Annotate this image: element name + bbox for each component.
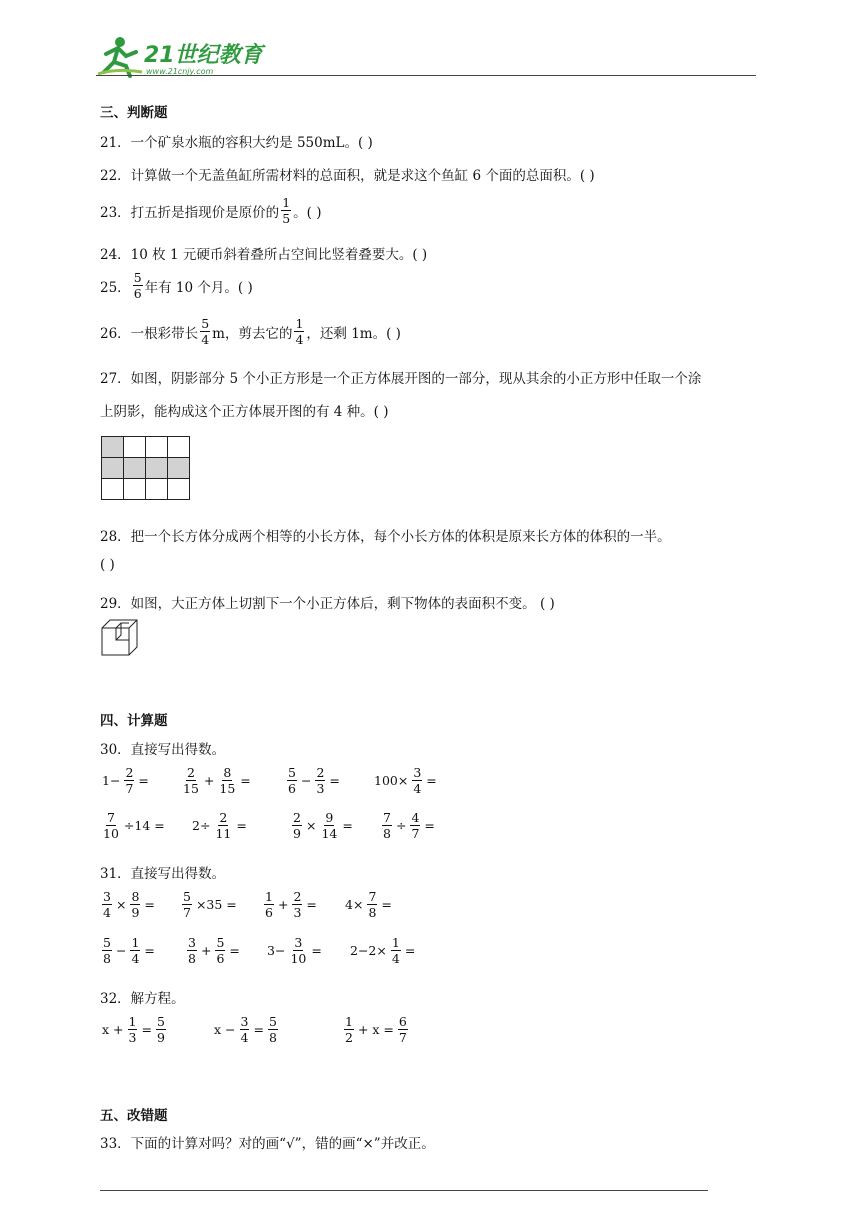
fraction (102, 890, 112, 919)
numerator: 5 (268, 1014, 277, 1029)
question-32: 32．解方程。 (100, 991, 185, 1007)
question-26 (100, 317, 401, 346)
denominator: 8 (268, 1030, 277, 1046)
expression-operator: = (138, 773, 149, 789)
fraction (382, 811, 392, 840)
denominator: 4 (413, 781, 422, 797)
fraction-one-fourth (294, 317, 304, 346)
denominator: 15 (183, 781, 199, 797)
expression-operator: × (115, 897, 127, 913)
numerator: 3 (103, 889, 111, 904)
question-29: 29．如图，大正方体上切割下一个小正方体后，剩下物体的表面积不变。 ( ) (100, 596, 555, 612)
denominator: 9 (156, 1030, 165, 1046)
fraction (289, 936, 307, 965)
expression-operator: = (342, 818, 353, 834)
numerator: 2 (293, 889, 302, 904)
numerator: 4 (411, 810, 420, 825)
math-expression (100, 1015, 168, 1044)
expression-operator: × (305, 818, 317, 834)
expression-operator: = (329, 773, 340, 789)
grid-cell (102, 479, 124, 500)
numerator: 5 (216, 935, 225, 950)
expression-operator: = (240, 773, 251, 789)
numerator: 5 (288, 765, 296, 780)
question-27-line2: 上阴影，能构成这个正方体展开图的有 4 种。( ) (100, 404, 389, 420)
fraction (391, 936, 401, 965)
question-28-line1: 28．把一个长方体分成两个相等的小长方体，每个小长方体的体积是原来长方体的体积的一半。 (100, 529, 671, 545)
expression-operator: = (141, 1022, 152, 1038)
expression-operator: 2÷ (192, 818, 211, 834)
fraction (182, 766, 200, 795)
fraction (320, 811, 338, 840)
question-25-text: 年有 10 个月。( ) (144, 279, 253, 296)
numerator: 1 (295, 316, 304, 331)
numerator: 2 (125, 765, 134, 780)
question-23 (100, 196, 321, 225)
expression-operator: + (277, 897, 289, 913)
question-31: 31．直接写出得数。 (100, 866, 226, 882)
math-expression (342, 1015, 410, 1044)
numerator: 2 (293, 810, 301, 825)
numerator: 9 (325, 810, 334, 825)
numerator: 5 (183, 889, 191, 904)
expression-operator: 4× (345, 897, 364, 913)
numerator: 3 (413, 765, 422, 780)
expression-operator: ÷ (395, 818, 407, 834)
fraction (268, 1015, 278, 1044)
question-26-tail: ，还剩 1m。( ) (306, 325, 401, 342)
numerator: 1 (128, 1014, 137, 1029)
fraction (215, 936, 225, 965)
denominator: 4 (103, 905, 111, 921)
logo-text: 21世纪教育 (144, 43, 263, 68)
question-23-text: 23．打五折是指现价是原价的 (100, 204, 280, 221)
numerator: 6 (398, 1014, 407, 1029)
math-expression (180, 766, 253, 795)
denominator: 9 (293, 826, 301, 842)
numerator: 7 (383, 810, 391, 825)
numerator: 3 (188, 935, 196, 950)
question-23-tail: 。( ) (293, 204, 322, 221)
fraction (130, 936, 140, 965)
expression-operator: = (404, 943, 416, 959)
numerator: 1 (282, 195, 291, 210)
numerator: 1 (131, 935, 140, 950)
math-expression (372, 766, 439, 795)
question-22: 22．计算做一个无盖鱼缸所需材料的总面积，就是求这个鱼缸 6 个面的总面积。( ) (100, 168, 595, 184)
expression-operator: ×35 = (195, 897, 237, 913)
question-27-line1: 27．如图，阴影部分 5 个小正方形是一个正方体展开图的一部分，现从其余的小正方形中任取一个涂 (100, 371, 702, 387)
numerator: 5 (156, 1014, 165, 1029)
expression-operator: + x = (357, 1022, 394, 1038)
math-expression (285, 766, 342, 795)
grid-cell-shaded (168, 458, 190, 479)
grid-cell (168, 479, 190, 500)
fraction (187, 936, 197, 965)
numerator: 1 (345, 1014, 353, 1029)
expression-operator: = (229, 943, 240, 959)
grid-cell (124, 479, 146, 500)
denominator: 8 (188, 951, 196, 967)
denominator: 4 (240, 1030, 249, 1046)
grid-cell-shaded (146, 458, 168, 479)
expression-operator: = (236, 818, 247, 834)
math-expression (190, 811, 249, 840)
question-28-line2: ( ) (100, 557, 115, 573)
expression-operator: + (203, 773, 215, 789)
math-expression (265, 936, 324, 965)
numerator: 5 (103, 935, 111, 950)
numerator: 8 (223, 765, 232, 780)
denominator: 7 (125, 781, 134, 797)
denominator: 9 (131, 905, 140, 921)
fraction (412, 766, 422, 795)
question-25 (100, 271, 253, 300)
fraction (315, 766, 325, 795)
denominator: 14 (321, 826, 338, 842)
expression-operator: = (381, 897, 392, 913)
footer-divider (100, 1190, 708, 1191)
fraction-five-fourths (200, 317, 210, 346)
question-26-text: 26．一根彩带长 (100, 325, 199, 342)
fraction (130, 890, 140, 919)
numerator: 8 (131, 889, 140, 904)
expression-operator: = (253, 1022, 264, 1038)
fraction (367, 890, 377, 919)
denominator: 7 (183, 905, 191, 921)
question-25-number: 25． (100, 279, 131, 296)
math-expression (100, 936, 157, 965)
denominator: 3 (293, 905, 302, 921)
math-expression (262, 890, 319, 919)
expression-operator: 2−2× (350, 943, 387, 959)
fraction (156, 1015, 166, 1044)
numerator: 1 (265, 889, 273, 904)
grid-cell-shaded (102, 437, 124, 458)
denominator: 4 (391, 951, 400, 967)
fraction-five-sixths (133, 271, 143, 300)
math-expression (100, 766, 151, 795)
math-expression (343, 890, 394, 919)
question-26-text-mid: m，剪去它的 (212, 325, 293, 342)
grid-cell (146, 479, 168, 500)
numerator: 2 (316, 765, 325, 780)
denominator: 15 (219, 781, 236, 797)
brand-logo (96, 34, 266, 78)
numerator: 7 (368, 889, 377, 904)
denominator: 4 (201, 332, 210, 348)
fraction (218, 766, 236, 795)
expression-operator: 1− (102, 773, 121, 789)
denominator: 10 (103, 826, 119, 842)
denominator: 7 (398, 1030, 407, 1046)
expression-operator: 100× (374, 773, 409, 789)
denominator: 8 (103, 951, 111, 967)
section-title-calculation: 四、计算题 (100, 713, 168, 729)
expression-operator: x − (214, 1022, 236, 1038)
fraction (264, 890, 274, 919)
numerator: 7 (106, 810, 115, 825)
numerator: 2 (219, 810, 228, 825)
expression-operator: − (115, 943, 127, 959)
runner-logo-icon (96, 34, 266, 78)
numerator: 2 (186, 765, 195, 780)
denominator: 7 (411, 826, 420, 842)
expression-operator: = (144, 943, 155, 959)
math-expression (290, 811, 355, 840)
section-title-judgement: 三、判断题 (100, 105, 168, 121)
math-expression (180, 890, 239, 919)
fraction (240, 1015, 250, 1044)
expression-operator: = (426, 773, 437, 789)
cube-net-grid (101, 436, 190, 500)
fraction (292, 890, 302, 919)
fraction (398, 1015, 408, 1044)
expression-operator: = (306, 897, 317, 913)
section-title-correction: 五、改错题 (100, 1108, 168, 1124)
math-expression (348, 936, 417, 965)
question-24: 24．10 枚 1 元硬币斜着叠所占空间比竖着叠要大。( ) (100, 247, 428, 263)
math-expression (212, 1015, 280, 1044)
fraction (102, 811, 120, 840)
denominator: 6 (216, 951, 225, 967)
denominator: 2 (345, 1030, 353, 1046)
math-expression (100, 811, 167, 840)
denominator: 6 (133, 286, 142, 302)
question-21: 21．一个矿泉水瓶的容积大约是 550mL。( ) (100, 135, 373, 151)
denominator: 6 (265, 905, 273, 921)
fraction (128, 1015, 138, 1044)
numerator: 1 (391, 935, 400, 950)
fraction (214, 811, 232, 840)
fraction (344, 1015, 354, 1044)
expression-operator: 3− (267, 943, 286, 959)
denominator: 11 (215, 826, 232, 842)
fraction (410, 811, 420, 840)
grid-cell-shaded (102, 458, 124, 479)
grid-cell (146, 437, 168, 458)
fraction-one-fifth (281, 196, 291, 225)
numerator: 3 (240, 1014, 249, 1029)
logo-url-text: www.21cnjy.com (146, 67, 214, 76)
math-expression (185, 936, 242, 965)
expression-operator: ÷14 = (123, 818, 165, 834)
expression-operator: x + (102, 1022, 124, 1038)
expression-operator: − (300, 773, 312, 789)
expression-operator: = (311, 943, 322, 959)
expression-operator: = (144, 897, 155, 913)
denominator: 4 (131, 951, 140, 967)
denominator: 6 (288, 781, 296, 797)
denominator: 5 (282, 211, 291, 227)
denominator: 8 (383, 826, 391, 842)
fraction (124, 766, 134, 795)
math-expression (100, 890, 157, 919)
grid-cell (168, 437, 190, 458)
expression-operator: + (200, 943, 212, 959)
numerator: 5 (133, 270, 142, 285)
fraction (287, 766, 297, 795)
numerator: 3 (294, 935, 303, 950)
denominator: 3 (316, 781, 325, 797)
denominator: 10 (290, 951, 307, 967)
fraction (292, 811, 302, 840)
grid-cell-shaded (124, 458, 146, 479)
numerator: 5 (201, 316, 210, 331)
denominator: 4 (295, 332, 304, 348)
fraction (182, 890, 192, 919)
cut-cube-icon (100, 618, 140, 658)
math-expression (380, 811, 437, 840)
expression-operator: = (424, 818, 435, 834)
grid-cell (124, 437, 146, 458)
fraction (102, 936, 112, 965)
denominator: 8 (368, 905, 377, 921)
header-divider (96, 75, 756, 76)
denominator: 3 (128, 1030, 137, 1046)
question-33: 33．下面的计算对吗？对的画“√”，错的画“×”并改正。 (100, 1136, 435, 1152)
question-30: 30．直接写出得数。 (100, 742, 226, 758)
